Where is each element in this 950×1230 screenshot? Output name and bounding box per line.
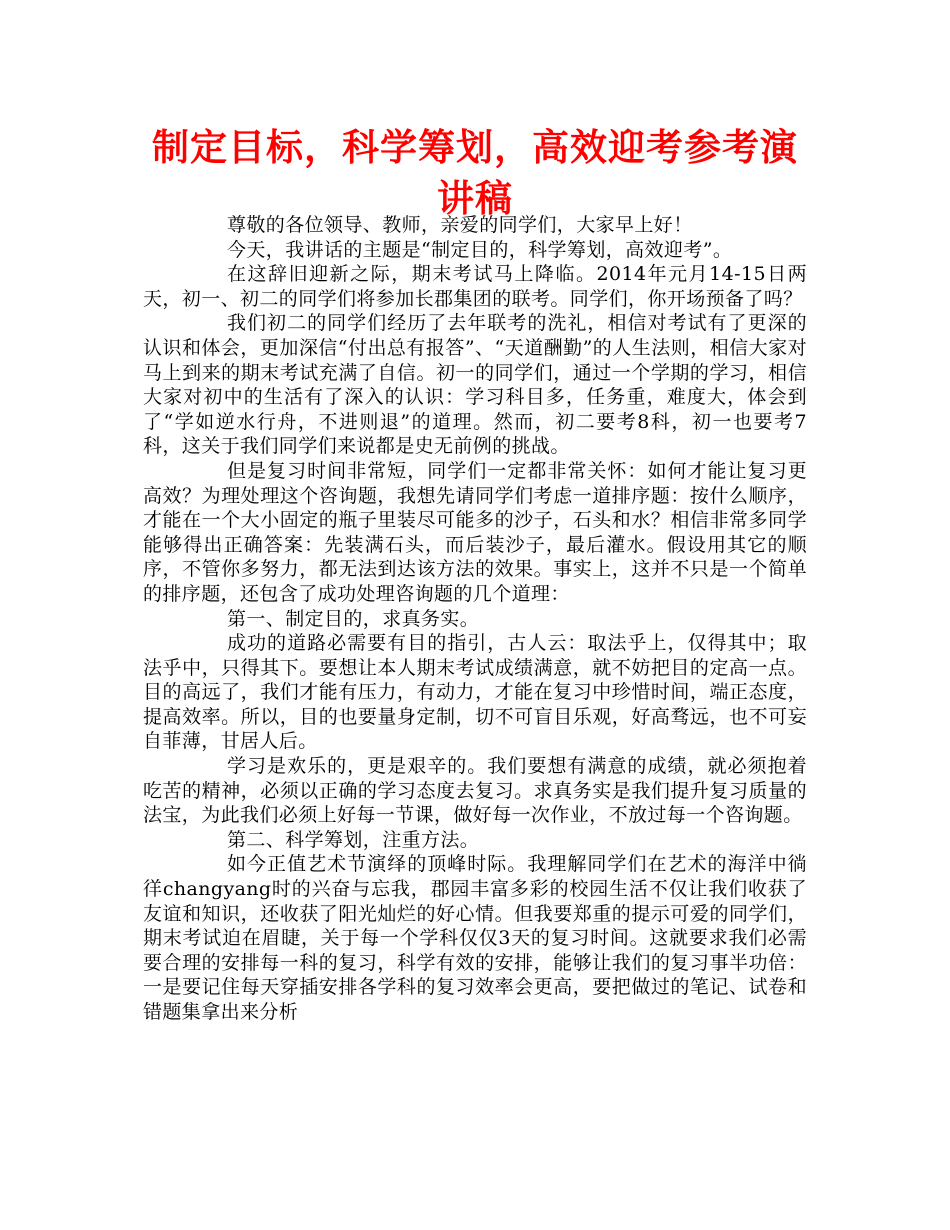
paragraph-grade-two: 我们初二的同学们经历了去年联考的洗礼，相信对考试有了更深的认识和体会，更加深信“付出总有报答”、“天道酬勤”的人生法则，相信大家对马上到来的期末考试充满了自信。初一的同学们，通过一个学期的学习，相信大家对初中的生活有了深入的认识：学习科目多，任务重，难度大，体会到了“学如逆水行舟，不进则退”的道理。然而，初二要考8科，初一也要考7科，这关于我们同学们来说都是史无前例的挑战。 xyxy=(143,312,807,458)
paragraph-topic: 今天，我讲话的主题是“制定目的，科学筹划，高效迎考”。 xyxy=(227,238,733,261)
paragraph-sorting-question: 但是复习时间非常短，同学们一定都非常关怀：如何才能让复习更高效？为理处理这个咨询题，我想先请同学们考虑一道排序题：按什么顺序，才能在一个大小固定的瓶子里装尽可能多的沙子，石头和水？相信非常多同学能够得出正确答案：先装满石头，而后装沙子，最后灌水。假设用其它的顺序，不管你多努力，都无法到达该方法的效果。事实上，这并不只是一个简单的排序题，还包含了成功处理咨询题的几个道理： xyxy=(143,459,807,605)
paragraph-attitude: 学习是欢乐的，更是艰辛的。我们要想有满意的成绩，就必须抱着吃苦的精神，必须以正确的学习态度去复习。求真务实是我们提升复习质量的法宝，为此我们必须上好每一节课，做好每一次作业，不放过每一个咨询题。 xyxy=(143,755,807,827)
paragraph-exam-intro: 在这辞旧迎新之际，期末考试马上降临。2014年元月14-15日两天，初一、初二的同学们将参加长郡集团的联考。同学们，你开场预备了吗？ xyxy=(143,263,807,310)
section-heading-first: 第一、制定目的，求真务实。 xyxy=(227,607,480,630)
paragraph-goal: 成功的道路必需要有目的指引，古人云：取法乎上，仅得其中；取法乎中，只得其下。要想让本人期末考试成绩满意，就不妨把目的定高一点。目的高远了，我们才能有压力，有动力，才能在复习中珍惜时间，端正态度，提高效率。所以，目的也要量身定制，切不可盲目乐观，好高骛远，也不可妄自菲薄，甘居人后。 xyxy=(143,632,807,753)
document-body xyxy=(143,213,807,1025)
paragraph-planning: 如今正值艺术节演绎的顶峰时际。我理解同学们在艺术的海洋中徜徉changyang时的兴奋与忘我，郡园丰富多彩的校园生活不仅让我们收获了友谊和知识，还收获了阳光灿烂的好心情。但我要郑重的提示可爱的同学们，期末考试迫在眉睫，关于每一个学科仅仅3天的复习时间。这就要求我们必需要合理的安排每一科的复习，科学有效的安排，能够让我们的复习事半功倍：一是要记住每天穿插安排各学科的复习效率会更高，要把做过的笔记、试卷和错题集拿出来分析 xyxy=(143,853,807,1023)
document-title: 制定目标，科学筹划，高效迎考参考演讲稿 xyxy=(152,126,798,220)
paragraph-greeting: 尊敬的各位领导、教师，亲爱的同学们，大家早上好！ xyxy=(227,214,693,236)
section-heading-second: 第二、科学筹划，注重方法。 xyxy=(227,828,480,851)
